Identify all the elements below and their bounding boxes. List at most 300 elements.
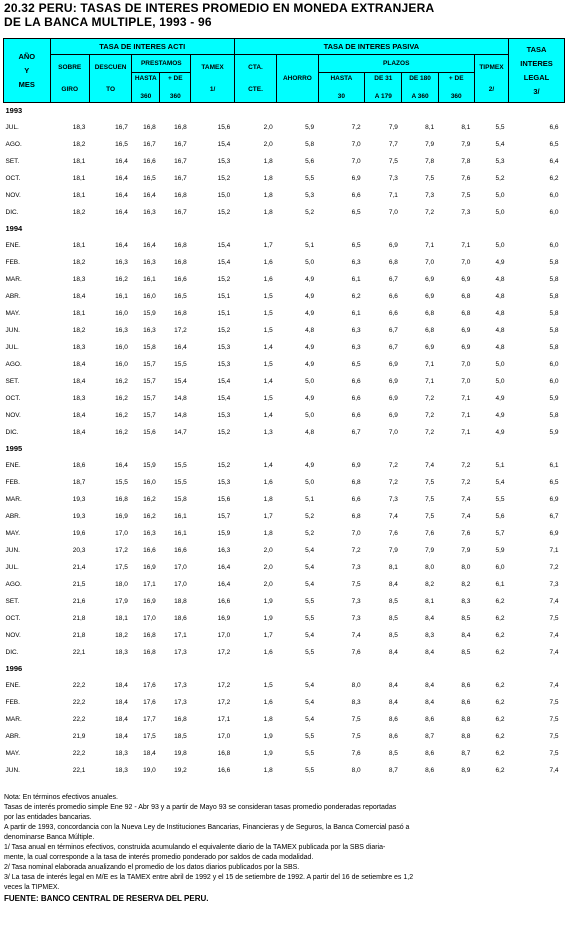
table-cell: 2,0 (263, 123, 273, 131)
table-cell: 7,0 (351, 157, 361, 165)
table-cell: 6,7 (388, 343, 398, 351)
table-cell: 5,0 (305, 377, 315, 385)
month-label: JUL. (5, 123, 19, 131)
table-row (4, 525, 565, 542)
month-label: DIC. (5, 428, 19, 436)
table-cell: 7,2 (461, 461, 471, 469)
table-cell: 8,5 (388, 749, 398, 757)
table-row (4, 694, 565, 711)
table-cell: 7,4 (549, 681, 559, 689)
table-cell: 14,7 (174, 428, 187, 436)
table-cell: 18,2 (72, 140, 86, 148)
table-cell: 7,5 (351, 715, 361, 723)
table-cell: 8,4 (425, 614, 435, 622)
table-cell: 7,3 (351, 614, 361, 622)
table-cell: 15,2 (217, 326, 231, 334)
table-row (4, 237, 565, 254)
table-cell: 8,4 (461, 631, 471, 639)
table-cell: 18,2 (72, 208, 86, 216)
table-row (4, 474, 565, 491)
table-cell: 7,3 (388, 495, 398, 503)
table-cell: 16,2 (115, 377, 128, 385)
table-cell: 16,4 (143, 191, 156, 199)
table-cell: 16,7 (174, 140, 187, 148)
table-cell: 22,2 (72, 698, 86, 706)
table-cell: 6,3 (351, 258, 361, 266)
table-cell: 8,1 (425, 123, 435, 131)
table-cell: 18,4 (72, 411, 86, 419)
table-cell: 16,9 (143, 563, 156, 571)
table-cell: 7,9 (388, 123, 398, 131)
table-cell: 7,3 (351, 597, 361, 605)
table-cell: 16,4 (115, 174, 128, 182)
table-cell: 7,3 (461, 208, 471, 216)
table-cell: 5,5 (305, 749, 315, 757)
table-row (4, 491, 565, 508)
table-cell: 6,6 (549, 123, 559, 131)
table-cell: 16,0 (115, 343, 128, 351)
table-cell: 21,4 (72, 563, 86, 571)
table-row (4, 136, 565, 153)
table-cell: 7,0 (388, 428, 398, 436)
table-cell: 7,2 (425, 428, 435, 436)
note-line: por las entidades bancarias. (4, 814, 92, 821)
table-cell: 6,0 (549, 241, 559, 249)
table-cell: 6,6 (351, 377, 361, 385)
table-cell: 7,2 (425, 208, 435, 216)
table-row (4, 745, 565, 762)
table-cell: 17,5 (143, 732, 156, 740)
table-cell: 1,8 (263, 715, 273, 723)
header-plazo-180-360: DE 180 A 360 (402, 73, 438, 103)
table-cell: 7,1 (461, 428, 471, 436)
table-cell: 17,3 (174, 648, 187, 656)
table-cell: 6,6 (388, 292, 398, 300)
table-cell: 6,1 (351, 309, 361, 317)
table-cell: 2,0 (263, 563, 273, 571)
table-cell: 1,9 (263, 749, 273, 757)
table-cell: 7,5 (425, 495, 435, 503)
table-cell: 6,2 (495, 597, 505, 605)
table-cell: 15,0 (217, 191, 231, 199)
table-cell: 18,8 (174, 597, 187, 605)
table-cell: 7,0 (461, 258, 471, 266)
table-cell: 7,1 (461, 241, 471, 249)
table-cell: 1,8 (263, 174, 273, 182)
table-cell: 15,6 (143, 428, 156, 436)
table-cell: 6,8 (461, 292, 471, 300)
table-cell: 7,4 (549, 766, 559, 774)
table-cell: 18,3 (115, 766, 128, 774)
table-cell: 6,9 (388, 394, 398, 402)
table-cell: 16,5 (115, 140, 128, 148)
table-cell: 16,4 (115, 157, 128, 165)
note-line: 2/ Tasa nominal elaborada anualizando el promedio de los datos diarios publicados por la SBS. (4, 864, 300, 871)
table-cell: 16,8 (174, 241, 187, 249)
table-cell: 17,2 (217, 681, 231, 689)
table-cell: 4,8 (495, 309, 505, 317)
table-cell: 5,4 (305, 631, 315, 639)
month-label: MAY. (5, 749, 21, 757)
table-cell: 5,1 (305, 241, 315, 249)
table-cell: 7,9 (425, 140, 435, 148)
table-cell: 8,8 (461, 715, 471, 723)
table-cell: 19,2 (174, 766, 187, 774)
table-cell: 7,2 (425, 394, 435, 402)
table-cell: 16,6 (143, 157, 156, 165)
table-cell: 1,4 (263, 377, 273, 385)
header-legal-rate: TASA INTERES LEGAL 3/ (509, 39, 565, 103)
table-cell: 4,9 (305, 343, 315, 351)
table-cell: 7,2 (351, 123, 361, 131)
table-cell: 1,8 (263, 529, 273, 537)
table-cell: 18,1 (115, 614, 128, 622)
table-cell: 6,2 (495, 732, 505, 740)
table-cell: 6,6 (351, 411, 361, 419)
table-cell: 19,8 (174, 749, 187, 757)
table-cell: 5,4 (305, 715, 315, 723)
table-cell: 5,4 (305, 563, 315, 571)
table-cell: 5,2 (305, 208, 315, 216)
table-cell: 16,4 (115, 191, 128, 199)
table-cell: 5,8 (549, 309, 559, 317)
table-cell: 1,8 (263, 766, 273, 774)
table-cell: 7,2 (425, 411, 435, 419)
table-cell: 6,2 (549, 174, 559, 182)
table-cell: 6,0 (495, 563, 505, 571)
table-cell: 7,1 (425, 360, 435, 368)
table-cell: 6,1 (495, 580, 505, 588)
table-cell: 16,9 (143, 597, 156, 605)
table-cell: 17,2 (217, 698, 231, 706)
table-cell: 7,3 (425, 191, 435, 199)
table-cell: 16,8 (174, 191, 187, 199)
table-cell: 15,6 (217, 495, 231, 503)
table-cell: 15,4 (174, 377, 187, 385)
table-cell: 8,5 (461, 648, 471, 656)
table-cell: 8,0 (425, 563, 435, 571)
table-cell: 15,7 (143, 377, 156, 385)
table-cell: 17,1 (217, 715, 231, 723)
table-cell: 18,4 (143, 749, 156, 757)
table-cell: 6,8 (388, 258, 398, 266)
table-cell: 21,8 (72, 614, 86, 622)
table-cell: 5,8 (549, 292, 559, 300)
table-row (4, 593, 565, 610)
note-line: A partir de 1993, concordancia con la Nueva Ley de Instituciones Bancarias, Financieras y de Seguros, la Banca Comercial pasó a (4, 824, 410, 831)
table-cell: 8,0 (461, 563, 471, 571)
table-cell: 7,1 (388, 191, 398, 199)
year-label: 1995 (5, 444, 23, 453)
header-cta-cte: CTA. CTE. (234, 55, 276, 103)
table-cell: 14,8 (174, 411, 187, 419)
table-cell: 6,7 (549, 512, 559, 520)
table-cell: 7,1 (425, 377, 435, 385)
table-cell: 18,4 (72, 360, 86, 368)
month-label: ENE. (5, 681, 21, 689)
table-cell: 6,8 (351, 478, 361, 486)
table-cell: 7,0 (461, 377, 471, 385)
month-label: FEB. (5, 698, 20, 706)
table-cell: 8,6 (461, 681, 471, 689)
table-cell: 8,4 (388, 681, 398, 689)
table-cell: 1,5 (263, 292, 273, 300)
table-cell: 4,9 (305, 275, 315, 283)
table-cell: 6,9 (351, 174, 361, 182)
table-cell: 6,5 (351, 241, 361, 249)
table-cell: 5,5 (495, 495, 505, 503)
table-row (4, 322, 565, 339)
table-row (4, 559, 565, 576)
month-label: MAR. (5, 495, 22, 503)
table-cell: 7,1 (461, 394, 471, 402)
table-cell: 7,5 (425, 478, 435, 486)
table-cell: 1,5 (263, 394, 273, 402)
table-cell: 15,2 (217, 461, 231, 469)
table-cell: 15,3 (217, 157, 231, 165)
table-cell: 19,3 (72, 512, 86, 520)
table-cell: 7,4 (425, 461, 435, 469)
table-cell: 8,4 (425, 648, 435, 656)
table-cell: 7,9 (461, 546, 471, 554)
page-title: 20.32 PERU: TASAS DE INTERES PROMEDIO EN MONEDA EXTRANJERA (4, 1, 435, 15)
table-cell: 16,2 (143, 495, 156, 503)
table-cell: 7,5 (425, 174, 435, 182)
table-cell: 6,9 (549, 529, 559, 537)
table-cell: 4,9 (305, 394, 315, 402)
table-cell: 16,6 (217, 597, 231, 605)
table-cell: 8,3 (425, 631, 435, 639)
table-cell: 21,5 (72, 580, 86, 588)
table-cell: 5,8 (305, 140, 315, 148)
table-cell: 16,0 (115, 360, 128, 368)
table-cell: 7,4 (351, 631, 361, 639)
table-row (4, 644, 565, 661)
table-cell: 7,9 (388, 546, 398, 554)
table-cell: 1,7 (263, 241, 273, 249)
table-row (4, 762, 565, 779)
table-cell: 6,3 (351, 326, 361, 334)
table-row (4, 153, 565, 170)
table-cell: 5,5 (305, 732, 315, 740)
table-cell: 18,4 (115, 698, 128, 706)
month-label: OCT. (5, 614, 21, 622)
interest-rate-table (3, 38, 565, 779)
table-cell: 17,9 (115, 597, 128, 605)
table-cell: 5,4 (495, 478, 505, 486)
table-cell: 16,8 (174, 123, 187, 131)
table-cell: 16,4 (115, 461, 128, 469)
table-cell: 6,3 (351, 343, 361, 351)
header-prestamo-mas-360: + DE 360 (160, 73, 191, 103)
table-cell: 5,9 (549, 428, 559, 436)
month-label: JUL. (5, 563, 19, 571)
table-cell: 8,1 (425, 597, 435, 605)
header-plazo-mas-360: + DE 360 (438, 73, 474, 103)
table-cell: 16,8 (143, 648, 156, 656)
table-cell: 16,3 (143, 208, 156, 216)
table-cell: 1,4 (263, 411, 273, 419)
table-cell: 6,8 (425, 326, 435, 334)
month-label: DIC. (5, 648, 19, 656)
table-cell: 18,7 (72, 478, 86, 486)
table-body (4, 103, 565, 780)
table-cell: 1,9 (263, 732, 273, 740)
table-cell: 7,0 (351, 529, 361, 537)
table-cell: 8,4 (388, 648, 398, 656)
table-cell: 16,3 (143, 258, 156, 266)
table-cell: 16,2 (115, 428, 128, 436)
year-row (4, 441, 565, 457)
table-cell: 15,9 (143, 461, 156, 469)
table-cell: 7,2 (388, 461, 398, 469)
table-cell: 18,3 (72, 343, 86, 351)
table-cell: 7,5 (461, 191, 471, 199)
table-cell: 6,9 (388, 360, 398, 368)
table-cell: 5,4 (305, 580, 315, 588)
table-cell: 8,4 (425, 681, 435, 689)
table-cell: 5,3 (305, 191, 315, 199)
table-cell: 1,3 (263, 428, 273, 436)
table-cell: 16,3 (143, 326, 156, 334)
table-cell: 5,8 (549, 411, 559, 419)
table-row (4, 457, 565, 474)
table-cell: 16,4 (174, 343, 187, 351)
table-cell: 6,2 (495, 698, 505, 706)
year-row (4, 661, 565, 677)
table-cell: 5,4 (305, 546, 315, 554)
table-cell: 6,7 (388, 275, 398, 283)
table-cell: 6,9 (425, 292, 435, 300)
table-cell: 7,5 (351, 580, 361, 588)
header-prestamo-hasta-360: HASTA 360 (132, 73, 160, 103)
table-cell: 16,7 (115, 123, 128, 131)
table-cell: 16,7 (174, 208, 187, 216)
table-cell: 7,4 (461, 495, 471, 503)
table-cell: 1,5 (263, 309, 273, 317)
source-line: FUENTE: BANCO CENTRAL DE RESERVA DEL PERU. (4, 894, 209, 903)
header-ahorro: AHORRO (277, 55, 318, 103)
table-cell: 15,4 (217, 258, 231, 266)
table-cell: 15,2 (217, 208, 231, 216)
year-label: 1996 (5, 664, 23, 673)
table-cell: 18,3 (72, 394, 86, 402)
table-row (4, 305, 565, 322)
month-label: JUN. (5, 766, 20, 774)
table-cell: 1,4 (263, 343, 273, 351)
table-cell: 7,7 (388, 140, 398, 148)
table-cell: 7,5 (549, 614, 559, 622)
table-cell: 5,2 (495, 174, 505, 182)
month-label: JUN. (5, 326, 20, 334)
note-line: 3/ La tasa de interés legal en M/E es la TAMEX entre abril de 1992 y el 15 de setiembre de 1992. A partir del 16 de setiembre es 1,2 (4, 874, 414, 881)
table-cell: 18,4 (72, 428, 86, 436)
table-cell: 5,2 (305, 512, 315, 520)
table-header (4, 39, 565, 103)
table-cell: 5,9 (549, 394, 559, 402)
table-cell: 15,2 (217, 275, 231, 283)
table-cell: 17,0 (217, 732, 231, 740)
table-cell: 7,5 (549, 715, 559, 723)
table-cell: 6,2 (351, 292, 361, 300)
table-cell: 7,6 (351, 648, 361, 656)
table-cell: 17,0 (174, 563, 187, 571)
table-cell: 1,9 (263, 597, 273, 605)
table-cell: 16,3 (217, 546, 231, 554)
table-cell: 7,4 (461, 512, 471, 520)
table-cell: 8,4 (425, 698, 435, 706)
table-row (4, 187, 565, 204)
table-cell: 18,4 (115, 732, 128, 740)
table-cell: 5,9 (495, 546, 505, 554)
table-row (4, 508, 565, 525)
year-row (4, 221, 565, 237)
table-cell: 22,1 (72, 766, 86, 774)
table-cell: 15,2 (217, 428, 231, 436)
table-cell: 18,1 (72, 309, 86, 317)
table-cell: 8,6 (461, 698, 471, 706)
table-cell: 5,5 (305, 648, 315, 656)
table-cell: 5,6 (305, 157, 315, 165)
year-label: 1993 (5, 106, 23, 115)
table-cell: 8,7 (388, 766, 398, 774)
header-plazos: PLAZOS (318, 55, 474, 73)
table-cell: 16,5 (174, 292, 187, 300)
table-cell: 5,0 (495, 241, 505, 249)
note-line: Nota: En términos efectivos anuales. (4, 794, 119, 801)
table-row (4, 254, 565, 271)
table-cell: 8,2 (461, 580, 471, 588)
table-cell: 6,6 (388, 309, 398, 317)
table-cell: 4,8 (305, 326, 315, 334)
table-cell: 6,0 (549, 377, 559, 385)
table-row (4, 407, 565, 424)
table-cell: 16,9 (115, 512, 128, 520)
month-label: ABR. (5, 732, 21, 740)
header-tamex: TAMEX 1/ (191, 55, 235, 103)
table-cell: 6,9 (461, 343, 471, 351)
table-cell: 6,0 (549, 360, 559, 368)
table-cell: 18,4 (72, 292, 86, 300)
table-cell: 17,0 (115, 529, 128, 537)
table-cell: 18,4 (72, 377, 86, 385)
table-cell: 15,1 (217, 292, 231, 300)
month-label: ABR. (5, 292, 21, 300)
table-cell: 18,5 (174, 732, 187, 740)
table-cell: 17,6 (143, 698, 156, 706)
table-cell: 8,6 (388, 715, 398, 723)
header-plazo-31-179: DE 31 A 179 (365, 73, 402, 103)
table-cell: 4,9 (305, 360, 315, 368)
table-cell: 4,9 (305, 309, 315, 317)
header-prestamos: PRESTAMOS (132, 55, 191, 73)
table-cell: 1,8 (263, 191, 273, 199)
table-cell: 21,8 (72, 631, 86, 639)
header-pasiva-group: TASA DE INTERES PASIVA (234, 39, 508, 55)
table-cell: 18,3 (115, 648, 128, 656)
table-cell: 1,9 (263, 614, 273, 622)
table-cell: 8,3 (351, 698, 361, 706)
table-cell: 5,0 (495, 377, 505, 385)
table-cell: 5,0 (495, 360, 505, 368)
table-cell: 4,9 (495, 394, 505, 402)
month-label: ENE. (5, 241, 21, 249)
month-label: DIC. (5, 208, 19, 216)
table-cell: 18,1 (72, 241, 86, 249)
table-cell: 15,3 (217, 343, 231, 351)
table-cell: 16,2 (115, 394, 128, 402)
table-cell: 7,5 (351, 732, 361, 740)
